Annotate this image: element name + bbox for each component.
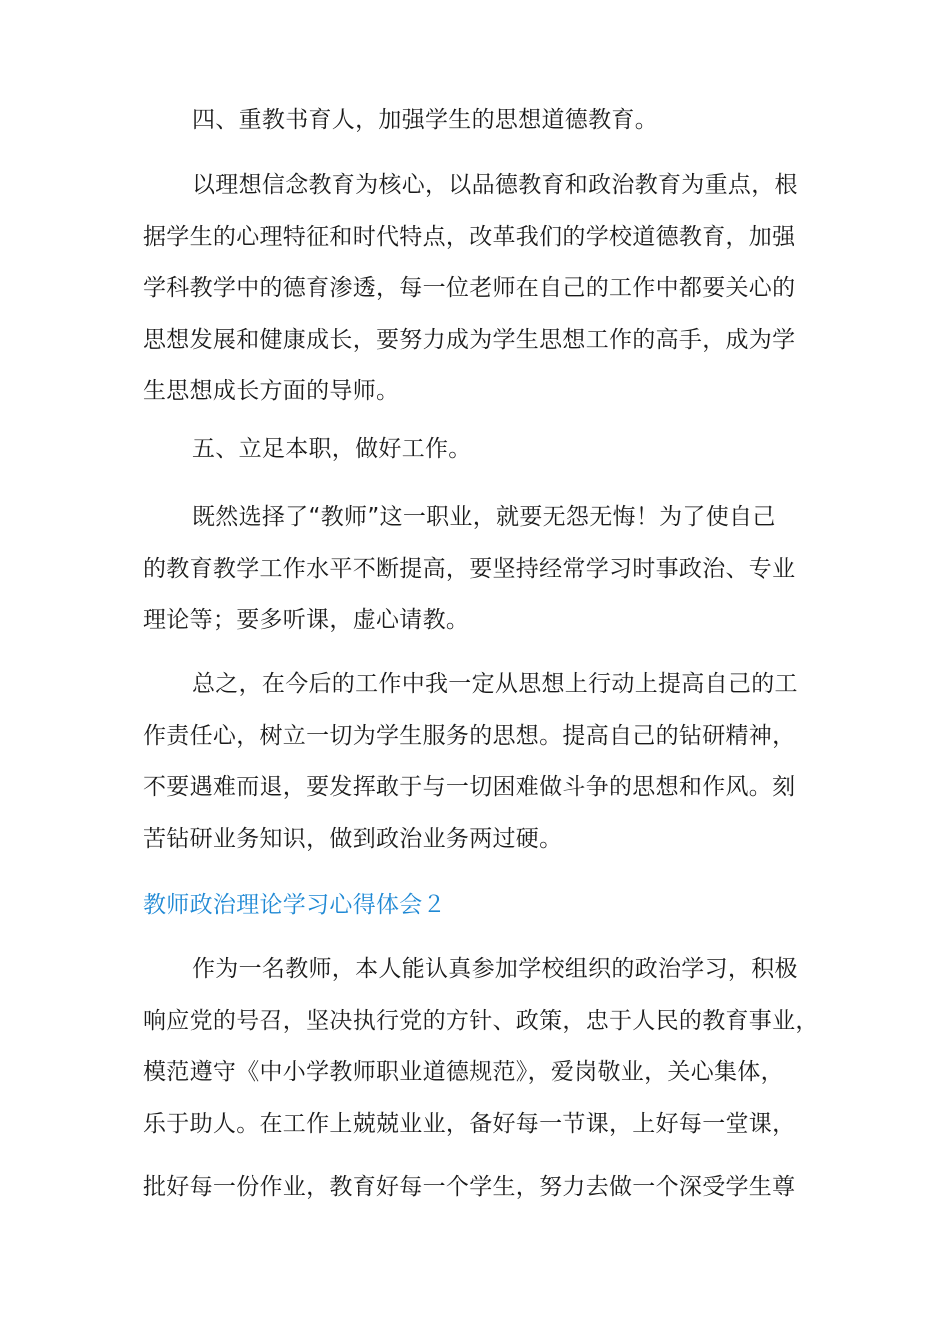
section-4-heading: [143, 95, 811, 147]
paragraph-line: 总之，在今后的工作中我一定从思想上行动上提高自己的工: [192, 671, 798, 697]
article-2-title-text: 教师政治理论学习心得体会２: [143, 892, 446, 918]
paragraph-line: 模范遵守《中小学教师职业道德规范》，爱岗敬业，关心集体，: [143, 1059, 784, 1085]
paragraph-line: 以理想信念教育为核心，以品德教育和政治教育为重点，根: [192, 172, 798, 198]
paragraph-line: 既然选择了“教师”这一职业，就要无怨无悔！为了使自己: [192, 504, 776, 530]
paragraph-line: 不要遇难而退，要发挥敢于与一切困难做斗争的思想和作风。刻: [143, 774, 796, 800]
paragraph-line: 响应党的号召，坚决执行党的方针、政策，忠于人民的教育事业，: [143, 1007, 819, 1034]
paragraph-line: 作为一名教师，本人能认真参加学校组织的政治学习，积极: [192, 956, 798, 982]
section-5-heading-text: 五、立足本职，做好工作。: [192, 436, 472, 462]
section-5-paragraph: [143, 492, 811, 647]
summary-paragraph: [143, 659, 811, 865]
article-2-continued: [143, 1162, 811, 1214]
section-5-heading: [143, 424, 811, 476]
section-4-heading-text: 四、重教书育人，加强学生的思想道德教育。: [192, 107, 658, 133]
paragraph-line: 的教育教学工作水平不断提高，要坚持经常学习时事政治、专业: [143, 555, 796, 582]
paragraph-line: 批好每一份作业，教育好每一个学生，努力去做一个深受学生尊: [143, 1174, 796, 1200]
paragraph-line: 苦钻研业务知识，做到政治业务两过硬。: [143, 825, 563, 852]
paragraph-line: 据学生的心理特征和时代特点，改革我们的学校道德教育，加强: [143, 223, 796, 250]
paragraph-line: 思想发展和健康成长，要努力成为学生思想工作的高手，成为学: [143, 326, 796, 353]
paragraph-line: 作责任心，树立一切为学生服务的思想。提高自己的钻研精神，: [143, 722, 796, 749]
paragraph-line: 理论等；要多听课，虚心请教。: [143, 607, 470, 633]
paragraph-line: 乐于助人。在工作上兢兢业业，备好每一节课，上好每一堂课，: [143, 1110, 796, 1137]
article-2-paragraph: [143, 944, 819, 1150]
paragraph-line: 生思想成长方面的导师。: [143, 378, 400, 404]
paragraph-line: 学科教学中的德育渗透，每一位老师在自己的工作中都要关心的: [143, 275, 796, 301]
section-4-paragraph: [143, 160, 811, 418]
article-2-title: [143, 880, 811, 932]
